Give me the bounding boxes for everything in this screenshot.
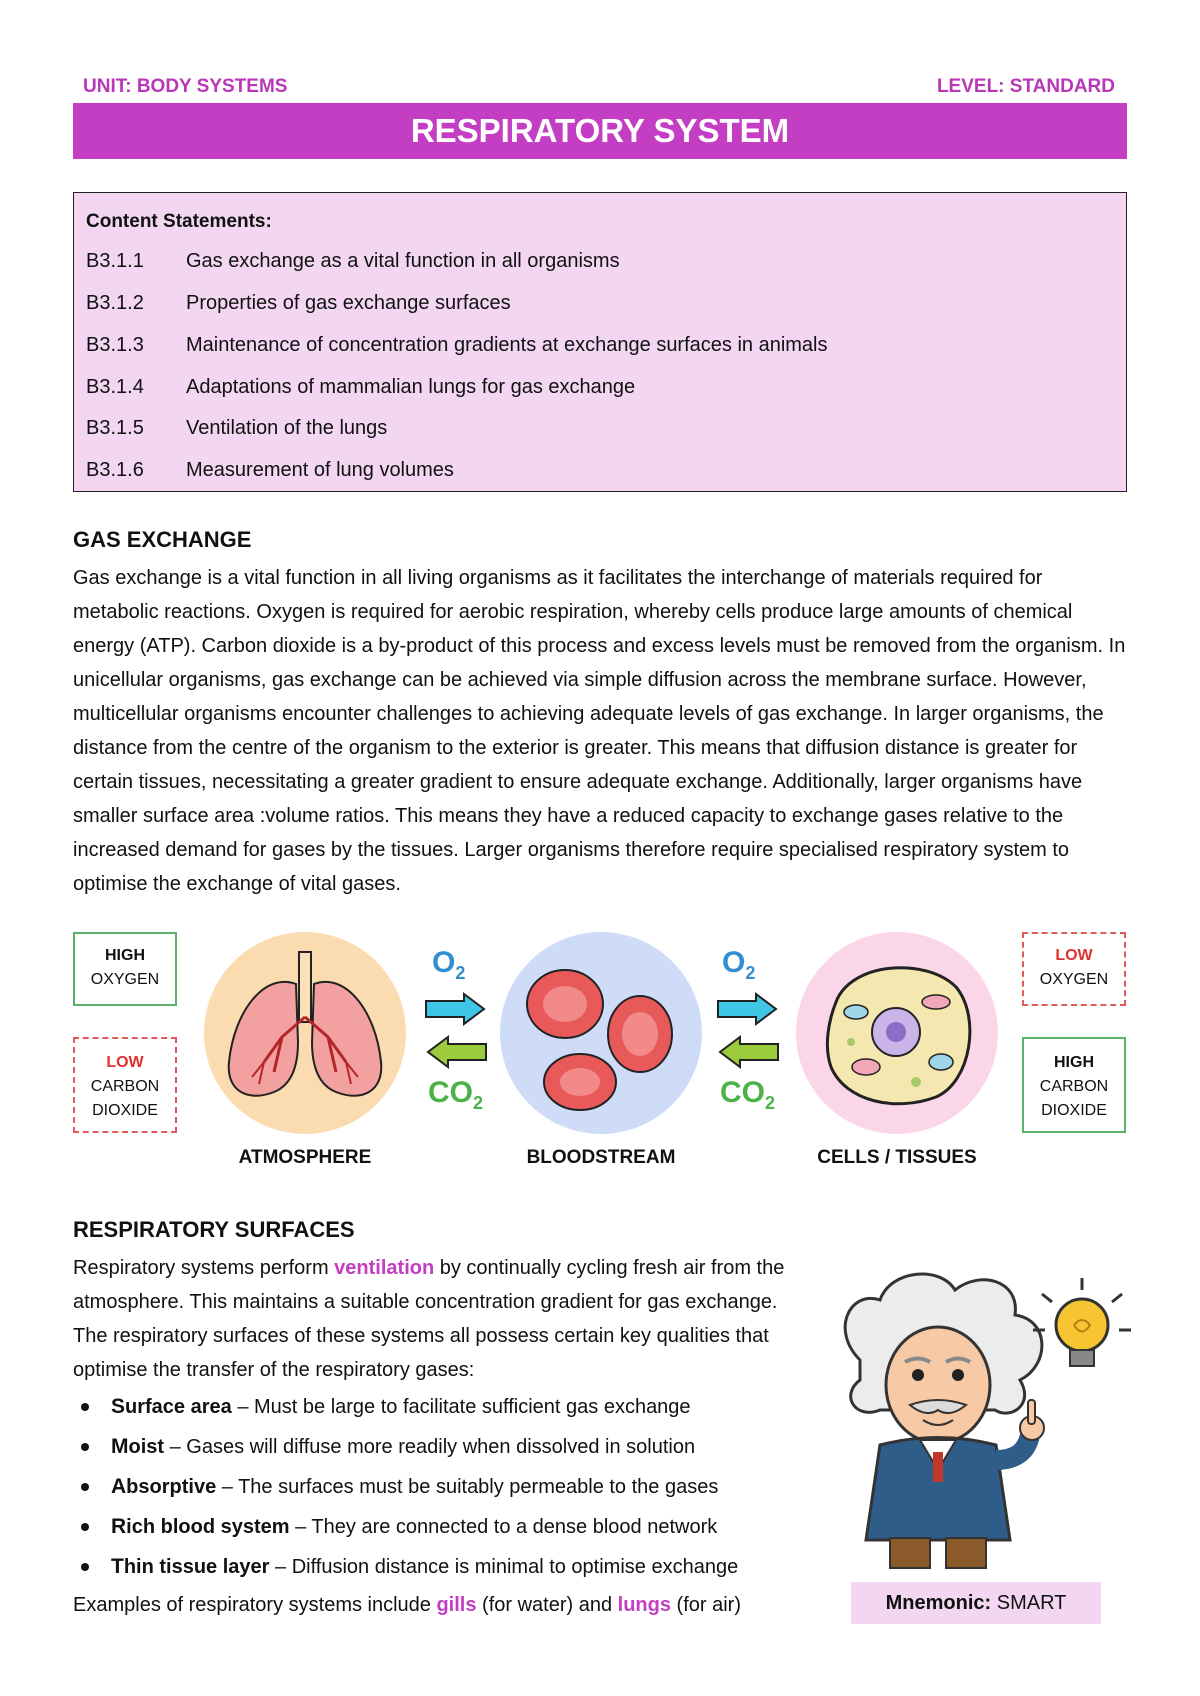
level-label: LEVEL: STANDARD (936, 76, 1115, 97)
scientist-illustration-icon (820, 1270, 1140, 1575)
o2-label-right: $O_2$ (722, 946, 756, 983)
o2-arrow-right-icon (424, 992, 488, 1026)
bloodstream-circle (500, 932, 702, 1134)
content-statements-box (73, 192, 1127, 492)
animal-cell-icon (796, 932, 998, 1134)
gas-text-2: DIOXIDE (92, 1102, 158, 1119)
statement-code: B3.1.1 (86, 250, 144, 272)
o2-arrow-right-icon (716, 992, 780, 1026)
examples-line: Examples of respiratory systems include gills (for water) and lungs (for air) (73, 1594, 741, 1616)
gills-highlight: gills (436, 1594, 477, 1616)
content-statement-row (86, 376, 635, 399)
bloodstream-label: BLOODSTREAM (526, 1147, 676, 1168)
content-statement-row (86, 459, 454, 482)
co2-label-right: $CO_2$ (720, 1076, 776, 1113)
level-text: HIGH (1054, 1054, 1094, 1071)
lungs-icon (204, 932, 406, 1134)
smart-list (73, 1387, 833, 1587)
statement-code: B3.1.5 (86, 417, 144, 439)
respiratory-surfaces-intro: Respiratory systems perform ventilation by continually cycling fresh air from the atmosphere. This maintains a suitable concentration gradient for gas exchange. The respiratory surfaces of these systems all possess certain key qualities that optimise the transfer of the respiratory gases: (73, 1257, 785, 1381)
lungs-highlight: lungs (617, 1594, 671, 1616)
gas-text-1: CARBON (90, 1078, 160, 1095)
content-statement-row (86, 417, 387, 440)
mnemonic-value: SMART (991, 1592, 1067, 1614)
content-statement-row (86, 250, 620, 273)
lungs-circle (204, 932, 406, 1134)
cells-tissues-label: CELLS / TISSUES (817, 1147, 977, 1168)
list-item: Surface area – Must be large to facilitate sufficient gas exchange (73, 1387, 833, 1427)
left-oxygen-box (73, 932, 177, 1006)
gas-text-2: DIOXIDE (1041, 1102, 1107, 1119)
statement-code: B3.1.4 (86, 376, 144, 398)
right-co2-box (1022, 1037, 1126, 1133)
statement-text: Gas exchange as a vital function in all organisms (186, 250, 620, 272)
level-text: LOW (1055, 947, 1093, 964)
gas-exchange-text: Gas exchange is a vital function in all living organisms as it facilitates the interchange of materials required for metabolic reactions. Oxygen is required for aerobic respiration, whereby cells produce large amounts of chemical energy (ATP). Carbon dioxide is a by-product of this process and excess levels must be removed from the organism. In unicellular organisms, gas exchange can be achieved via simple diffusion across the membrane surface. However, multicellular organisms encounter challenges to achieving adequate levels of gas exchange. In larger organisms, the distance from the centre of the organism to the exterior is greater. This means that diffusion distance is greater for certain tissues, necessitating a greater gradient to ensure adequate exchange. Additionally, larger organisms have smaller surface area :volume ratios. This means they have a reduced capacity to exchange gases relative to the increased demand for gases by the tissues. Larger organisms therefore require specialised respiratory system to optimise the exchange of vital gases. (73, 567, 1126, 895)
gas-exchange-paragraph (73, 561, 1133, 901)
statement-text: Adaptations of mammalian lungs for gas exchange (186, 376, 636, 398)
respiratory-surfaces-heading: RESPIRATORY SURFACES (73, 1217, 355, 1242)
gas-exchange-heading: GAS EXCHANGE (73, 527, 252, 552)
content-statements-heading: Content Statements: (86, 211, 272, 232)
gas-text-1: CARBON (1039, 1078, 1109, 1095)
mnemonic-box (851, 1582, 1101, 1624)
statement-text: Maintenance of concentration gradients at exchange surfaces in animals (186, 334, 828, 356)
gas-text: OXYGEN (1039, 971, 1109, 988)
list-item: Moist – Gases will diffuse more readily when dissolved in solution (73, 1427, 833, 1467)
page-title: RESPIRATORY SYSTEM (73, 103, 1127, 159)
left-co2-box (73, 1037, 177, 1133)
statement-code: B3.1.3 (86, 334, 144, 356)
level-text: HIGH (105, 947, 145, 964)
o2-label-left: $O_2$ (432, 946, 466, 983)
level-text: LOW (106, 1054, 144, 1071)
list-item: Absorptive – The surfaces must be suitably permeable to the gases (73, 1467, 833, 1507)
atmosphere-label: ATMOSPHERE (238, 1147, 372, 1168)
list-item: Thin tissue layer – Diffusion distance is minimal to optimise exchange (73, 1547, 833, 1587)
list-item: Rich blood system – They are connected to a dense blood network (73, 1507, 833, 1547)
ventilation-highlight: ventilation (334, 1257, 435, 1279)
content-statement-row (86, 292, 511, 315)
statement-code: B3.1.6 (86, 459, 144, 481)
statement-text: Ventilation of the lungs (186, 417, 388, 439)
content-statement-row (86, 334, 828, 357)
co2-label-left: $CO_2$ (428, 1076, 484, 1113)
mnemonic-label: Mnemonic: (885, 1592, 992, 1614)
red-blood-cells-icon (500, 932, 702, 1134)
right-oxygen-box (1022, 932, 1126, 1006)
gas-text: OXYGEN (90, 971, 160, 988)
statement-text: Measurement of lung volumes (186, 459, 454, 481)
co2-arrow-left-icon (716, 1035, 780, 1069)
unit-label: UNIT: BODY SYSTEMS (83, 76, 288, 97)
statement-code: B3.1.2 (86, 292, 144, 314)
co2-arrow-left-icon (424, 1035, 488, 1069)
statement-text: Properties of gas exchange surfaces (186, 292, 511, 314)
cells-circle (796, 932, 998, 1134)
